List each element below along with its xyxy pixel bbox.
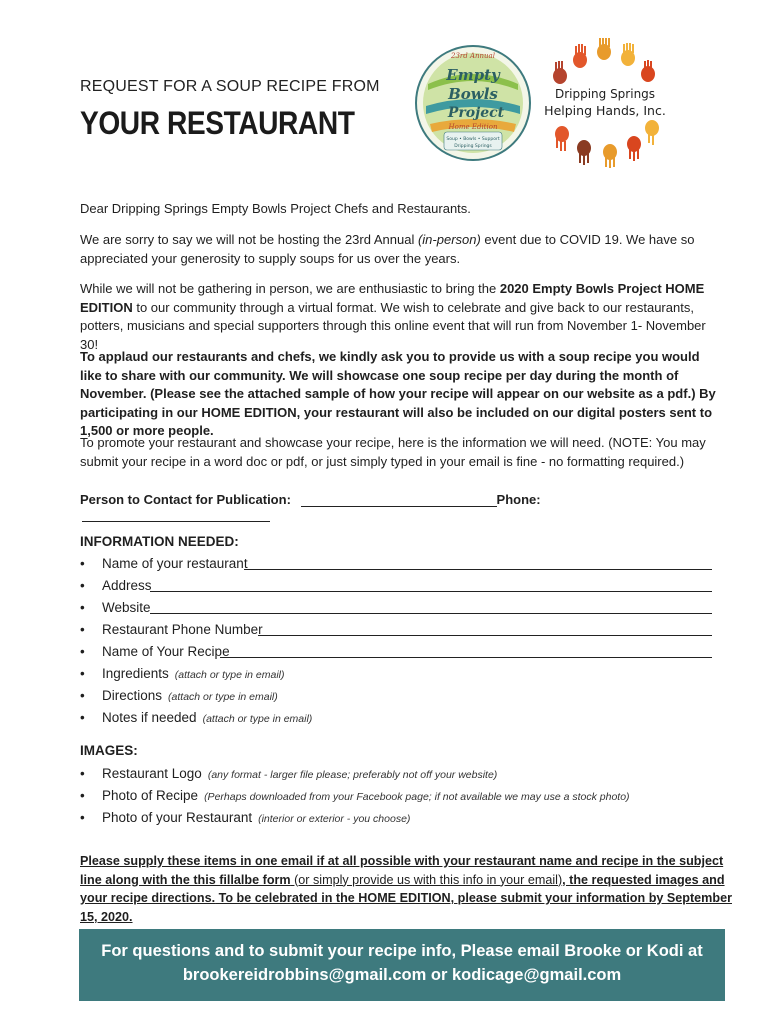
closing-text-2: (or simply provide us with this info in your email) [290,872,563,887]
restaurant-photo-label: Photo of your Restaurant [102,810,253,825]
images-title: IMAGES: [80,743,138,758]
while-text-b: to our community through a virtual format. We wish to celebrate and give back to our restaurants, potters, musicians and special supporters through this online event that will run from November 1- November 30! [80,299,706,352]
info-item-label [102,710,312,725]
contact-person-field[interactable] [301,492,497,507]
restaurant-phone-field[interactable] [258,635,712,636]
bullet-icon: • [80,810,85,825]
info-item-address [80,578,712,598]
info-item-restaurant-name [80,556,712,576]
logo-bowls-text: Bowls [448,85,498,103]
ingredients-label: Ingredients [102,666,169,681]
logo-empty-text: Empty [446,66,500,84]
info-item-label: Name of Your Recipe [102,644,230,659]
bullet-icon: • [80,788,85,803]
bullet-icon: • [80,766,85,781]
logo-helping-hands-text: Helping Hands, Inc. [544,103,666,118]
contact-row [80,492,720,512]
while-text-a: While we will not be gathering in person, we are enthusiastic to bring the [80,281,500,296]
bullet-icon: • [80,710,85,725]
recipe-photo-label: Photo of Recipe [102,788,199,803]
notes-note: (attach or type in email) [202,713,313,725]
contact-phone-field[interactable] [82,507,270,522]
info-item-recipe-name [80,644,712,664]
info-item-label: Name of your restaurant [102,556,248,571]
closing-text-1: Please supply these items in one email if at all possible with your restaurant name and recipe in the subject line along with the this fillalbe form [80,854,724,887]
logo-label: Restaurant Logo [102,766,202,781]
info-item-website [80,600,712,620]
empty-bowls-logo [414,44,532,162]
logo-location-text: Dripping Springs [454,144,492,149]
logo-tagline-text: Soup • Bowls • Support [446,137,500,142]
closing-text-4: To be celebrated in the HOME EDITION, please submit your information by September 15, 2020. [80,891,732,924]
info-item-label [102,666,285,681]
sorry-text-b: event due to COVID 19. We have so appreciated your generosity to supply soups for us over the years. [80,232,695,266]
directions-note: (attach or type in email) [168,691,278,703]
closing-text-3: , the requested images and your recipe directions. [80,872,725,905]
sorry-paragraph [80,231,720,268]
while-text-bold: 2020 Empty Bowls Project HOME EDITION [80,281,705,315]
logo-note: (any format - larger file please; preferably not off your website) [207,769,498,781]
notes-label: Notes if needed [102,710,197,725]
info-item-label: Website [102,600,151,615]
restaurant-name-field[interactable] [244,569,712,570]
directions-label: Directions [102,688,163,703]
header-title: YOUR RESTAURANT [80,105,355,141]
header-subtitle: REQUEST FOR A SOUP RECIPE FROM [80,78,380,95]
bullet-icon: • [80,556,85,571]
helping-hands-logo [540,38,670,168]
logo-project-text: Project [447,105,505,121]
info-needed-title: INFORMATION NEEDED: [80,534,239,549]
promote-paragraph: To promote your restaurant and showcase your recipe, here is the information we will need. (NOTE: You may submit your recipe in a word doc or pdf, or just simply typed in your email is fine - no formatting required.) [80,435,706,469]
bullet-icon: • [80,666,85,681]
banner-line-1: For questions and to submit your recipe info, Please email Brooke or Kodi at [101,942,703,960]
image-item-restaurant-photo [80,810,712,830]
while-paragraph [80,280,720,354]
closing-paragraph [80,852,740,926]
bullet-icon: • [80,622,85,637]
info-item-directions [80,688,712,708]
banner-emails[interactable]: brookereidrobbins@gmail.com or kodicage@gmail.com [182,966,622,984]
recipe-photo-note: (Perhaps downloaded from your Facebook page; if not available we may use a stock photo) [204,791,630,803]
contact-person-label: Person to Contact for Publication: [80,492,291,507]
image-item-recipe-photo [80,788,712,808]
bullet-icon: • [80,600,85,615]
bullet-icon: • [80,578,85,593]
sorry-text-italic: (in-person) [417,232,481,247]
image-item-label [102,788,630,803]
sorry-text-a: We are sorry to say we will not be hosting the 23rd Annual [80,232,418,247]
logo-edition-text: Home Edition [448,123,498,131]
bullet-icon: • [80,644,85,659]
applaud-paragraph: To applaud our restaurants and chefs, we kindly ask you to provide us with a soup recipe you would like to share with our community. We will showcase one soup recipe per day during the month of November. (Please see the attached sample of how your recipe will appear on our website as a pdf.) By participating in our HOME EDITION, your restaurant will also be included on our digital posters sent to 1,500 or more people. [80,349,716,438]
logo-anniversary-text: 23rd Annual [451,52,495,60]
info-item-notes [80,710,712,730]
contact-banner [79,929,725,1001]
restaurant-photo-note: (interior or exterior - you choose) [258,813,411,825]
ingredients-note: (attach or type in email) [174,669,285,681]
image-item-label [102,766,497,781]
info-item-phone [80,622,712,642]
address-field[interactable] [150,591,712,592]
recipe-name-field[interactable] [220,657,712,658]
info-item-label [102,688,278,703]
website-field[interactable] [150,613,712,614]
greeting-paragraph: Dear Dripping Springs Empty Bowls Project Chefs and Restaurants. [80,201,471,216]
bullet-icon: • [80,688,85,703]
info-item-label: Restaurant Phone Number [102,622,263,637]
info-item-ingredients [80,666,712,686]
image-item-logo [80,766,712,786]
info-item-label: Address [102,578,152,593]
image-item-label [102,810,410,825]
contact-phone-label: Phone: [496,492,541,507]
logo-dripping-springs-text: Dripping Springs [554,87,656,101]
